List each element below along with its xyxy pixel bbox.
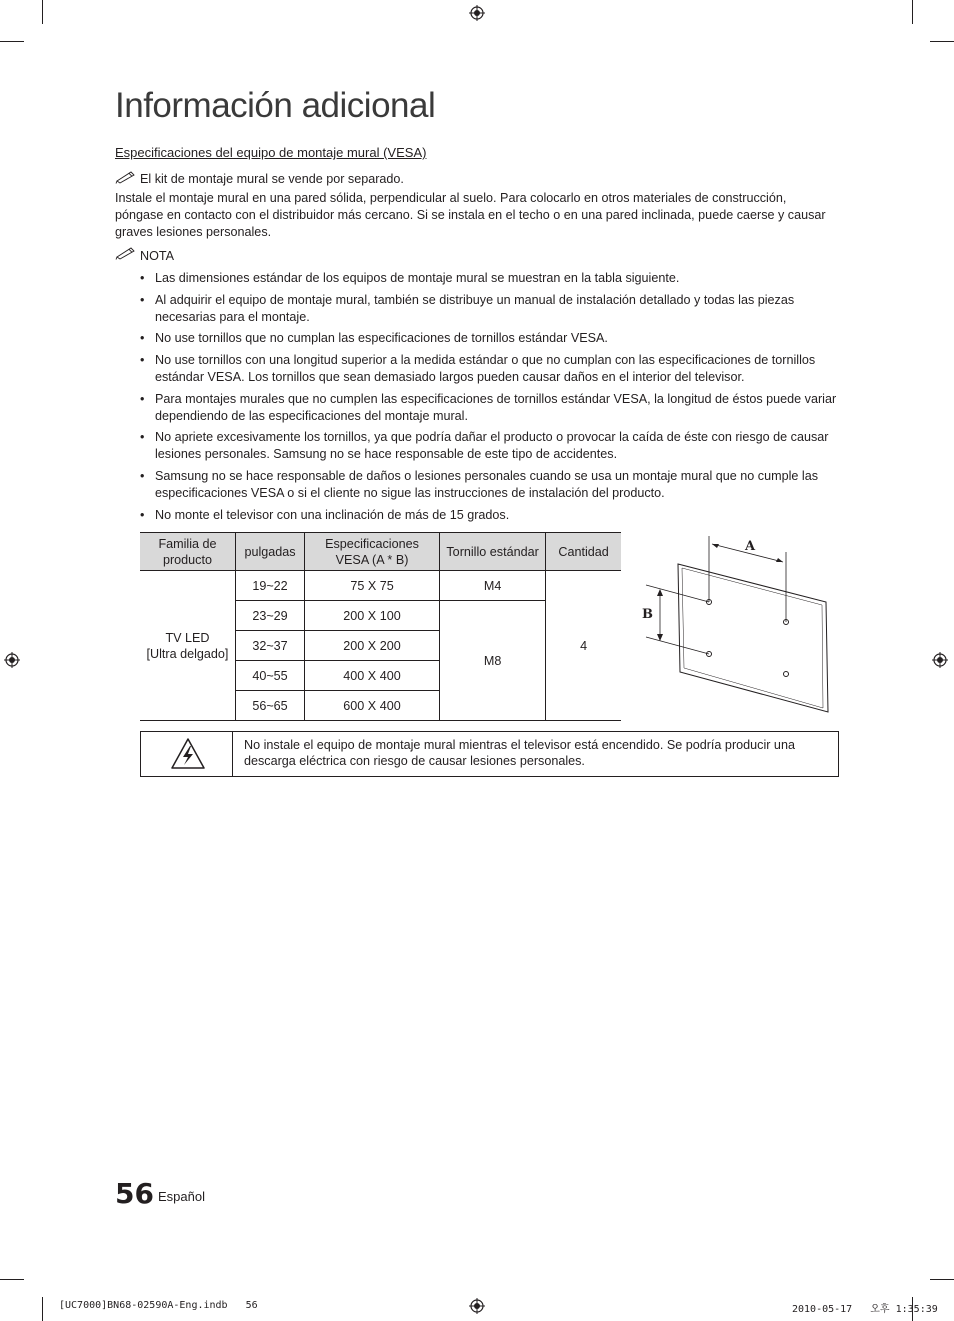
crop-mark xyxy=(930,1279,954,1280)
note-kit-text: El kit de montaje mural se vende por separado. xyxy=(140,172,404,186)
crop-mark xyxy=(42,0,43,24)
bullet-icon: • xyxy=(140,430,145,445)
crop-mark xyxy=(930,41,954,42)
note-bullet-list xyxy=(140,270,840,529)
crop-mark xyxy=(912,0,913,24)
warning-text: No instale el equipo de montaje mural mientras el televisor está encendido. Se podría producir una descarga eléctrica con riesgo de causar lesiones personales. xyxy=(244,738,795,768)
install-paragraph: Instale el montaje mural en una pared sólida, perpendicular al suelo. Para colocarlo en otros materiales de construcción, póngase en contacto con el distribuidor más cercano. Si se instala en el techo o en una pared inclinada, puede caerse y causar graves lesiones personales. xyxy=(115,191,826,239)
arrowhead-icon xyxy=(776,558,783,562)
vesa-cell: 400 X 400 xyxy=(305,661,440,691)
arrowhead-icon xyxy=(712,544,719,548)
label-a: A xyxy=(745,539,756,554)
quantity-cell: 4 xyxy=(546,571,621,721)
list-item: • No use tornillos que no cumplan las especificaciones de tornillos estándar VESA. xyxy=(140,331,608,346)
bullet-icon: • xyxy=(140,271,145,285)
inches-cell: 40~55 xyxy=(235,661,304,691)
note-pencil-icon xyxy=(115,170,137,184)
col-header-quantity: Cantidad xyxy=(546,533,621,571)
arrowhead-icon xyxy=(657,589,663,596)
bullet-icon: • xyxy=(140,292,145,307)
inches-cell: 23~29 xyxy=(235,601,304,631)
list-item: • Al adquirir el equipo de montaje mural, también se distribuye un manual de instalación detallado y todas las piezas necesarias para el montaje. xyxy=(140,292,795,324)
list-item: • No monte el televisor con una inclinación de más de 15 grados. xyxy=(140,507,510,522)
nota-label: NOTA xyxy=(140,249,175,263)
page-title: Información adicional xyxy=(115,86,436,125)
warning-box xyxy=(140,731,839,777)
list-item: • No apriete excesivamente los tornillos, ya que podría dañar el producto o provocar la caída de éste con riesgo de causar lesiones personales. Samsung no se hace responsable de este tipo de accidentes. xyxy=(140,430,829,462)
vesa-cell: 200 X 200 xyxy=(305,631,440,661)
table-row xyxy=(140,571,621,601)
screw-cell: M8 xyxy=(440,601,546,721)
bullet-icon: • xyxy=(140,469,145,484)
crop-mark xyxy=(42,1297,43,1321)
note-pencil-icon xyxy=(115,246,137,260)
vesa-cell: 200 X 100 xyxy=(305,601,440,631)
registration-mark-icon xyxy=(4,652,20,668)
bullet-icon: • xyxy=(140,391,145,406)
list-item: • Para montajes murales que no cumplen las especificaciones de tornillos estándar VESA, la longitud de éstos puede variar dependiendo de las especificaciones del montaje mural. xyxy=(140,391,837,423)
registration-mark-icon xyxy=(469,1298,485,1314)
list-item: • No use tornillos con una longitud superior a la medida estándar o que no cumplan con las especificaciones de tornillos estándar VESA. Los tornillos que sean demasiado largos pueden causar daños en el interior del televisor. xyxy=(140,353,816,385)
bullet-icon: • xyxy=(140,353,145,368)
col-header-product-family: Familia de producto xyxy=(140,533,235,571)
inches-cell: 32~37 xyxy=(235,631,304,661)
vesa-spec-table xyxy=(140,532,621,721)
crop-mark xyxy=(0,41,24,42)
mount-hole-icon xyxy=(784,672,789,677)
print-slug-left: [UC7000]BN68-02590A-Eng.indb 56 xyxy=(59,1300,258,1311)
section-heading: Especificaciones del equipo de montaje mural (VESA) xyxy=(115,145,427,160)
col-header-screw: Tornillo estándar xyxy=(440,533,546,571)
vesa-cell: 75 X 75 xyxy=(305,571,440,601)
vesa-mount-diagram xyxy=(636,532,836,717)
product-family-cell: TV LED [Ultra delgado] xyxy=(140,571,235,721)
crop-mark xyxy=(0,1279,24,1280)
page-number: 56 xyxy=(115,1177,154,1210)
table-header-row xyxy=(140,533,621,571)
label-b: B xyxy=(642,607,653,622)
col-header-vesa: Especificaciones VESA (A * B) xyxy=(305,533,440,571)
list-item: • Las dimensiones estándar de los equipos de montaje mural se muestran en la tabla siguiente. xyxy=(140,271,680,285)
page-language: Español xyxy=(158,1189,205,1204)
list-item: • Samsung no se hace responsable de daños o lesiones personales cuando se usa un montaje mural que no cumple las especificaciones VESA o si el cliente no sigue las instrucciones de instalación del producto. xyxy=(140,469,818,501)
electric-warning-icon xyxy=(170,737,206,771)
col-header-inches: pulgadas xyxy=(235,533,304,571)
registration-mark-icon xyxy=(469,5,485,21)
tv-back-outline xyxy=(678,564,828,712)
screw-cell: M4 xyxy=(440,571,546,601)
warning-divider xyxy=(232,732,233,776)
vesa-cell: 600 X 400 xyxy=(305,691,440,721)
registration-mark-icon xyxy=(932,652,948,668)
print-slug-right: 2010-05-17 오후 1:35:39 xyxy=(792,1304,938,1315)
bullet-icon: • xyxy=(140,331,145,346)
inches-cell: 56~65 xyxy=(235,691,304,721)
inches-cell: 19~22 xyxy=(235,571,304,601)
bullet-icon: • xyxy=(140,507,145,522)
